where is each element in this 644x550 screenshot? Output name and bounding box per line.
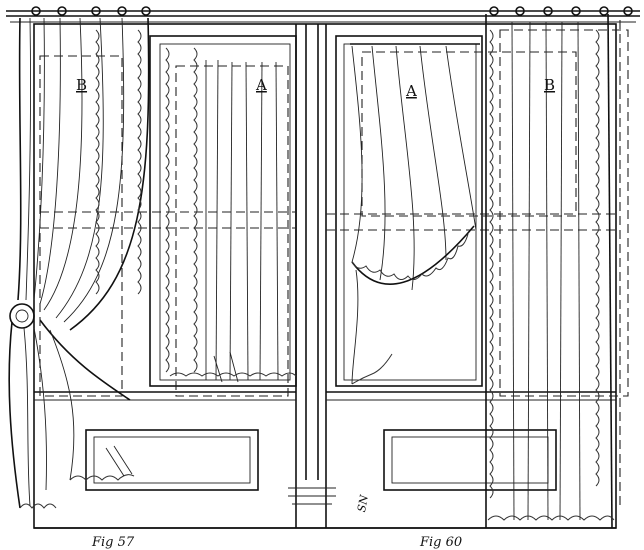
fig60-curtain-b bbox=[486, 14, 628, 528]
fig60-label-b: B bbox=[544, 76, 556, 94]
fig60-caption: Fig 60 bbox=[420, 535, 463, 550]
glass-hatching bbox=[106, 352, 238, 476]
artist-monogram: SN bbox=[355, 493, 371, 514]
fig60-label-a: A bbox=[406, 82, 417, 100]
curtain-rod bbox=[6, 7, 640, 22]
fig57-caption: Fig 57 bbox=[92, 535, 135, 550]
fig57-label-b: B bbox=[76, 76, 88, 94]
fig57-label-a: A bbox=[256, 76, 267, 94]
fig57-curtain-a bbox=[166, 48, 296, 396]
